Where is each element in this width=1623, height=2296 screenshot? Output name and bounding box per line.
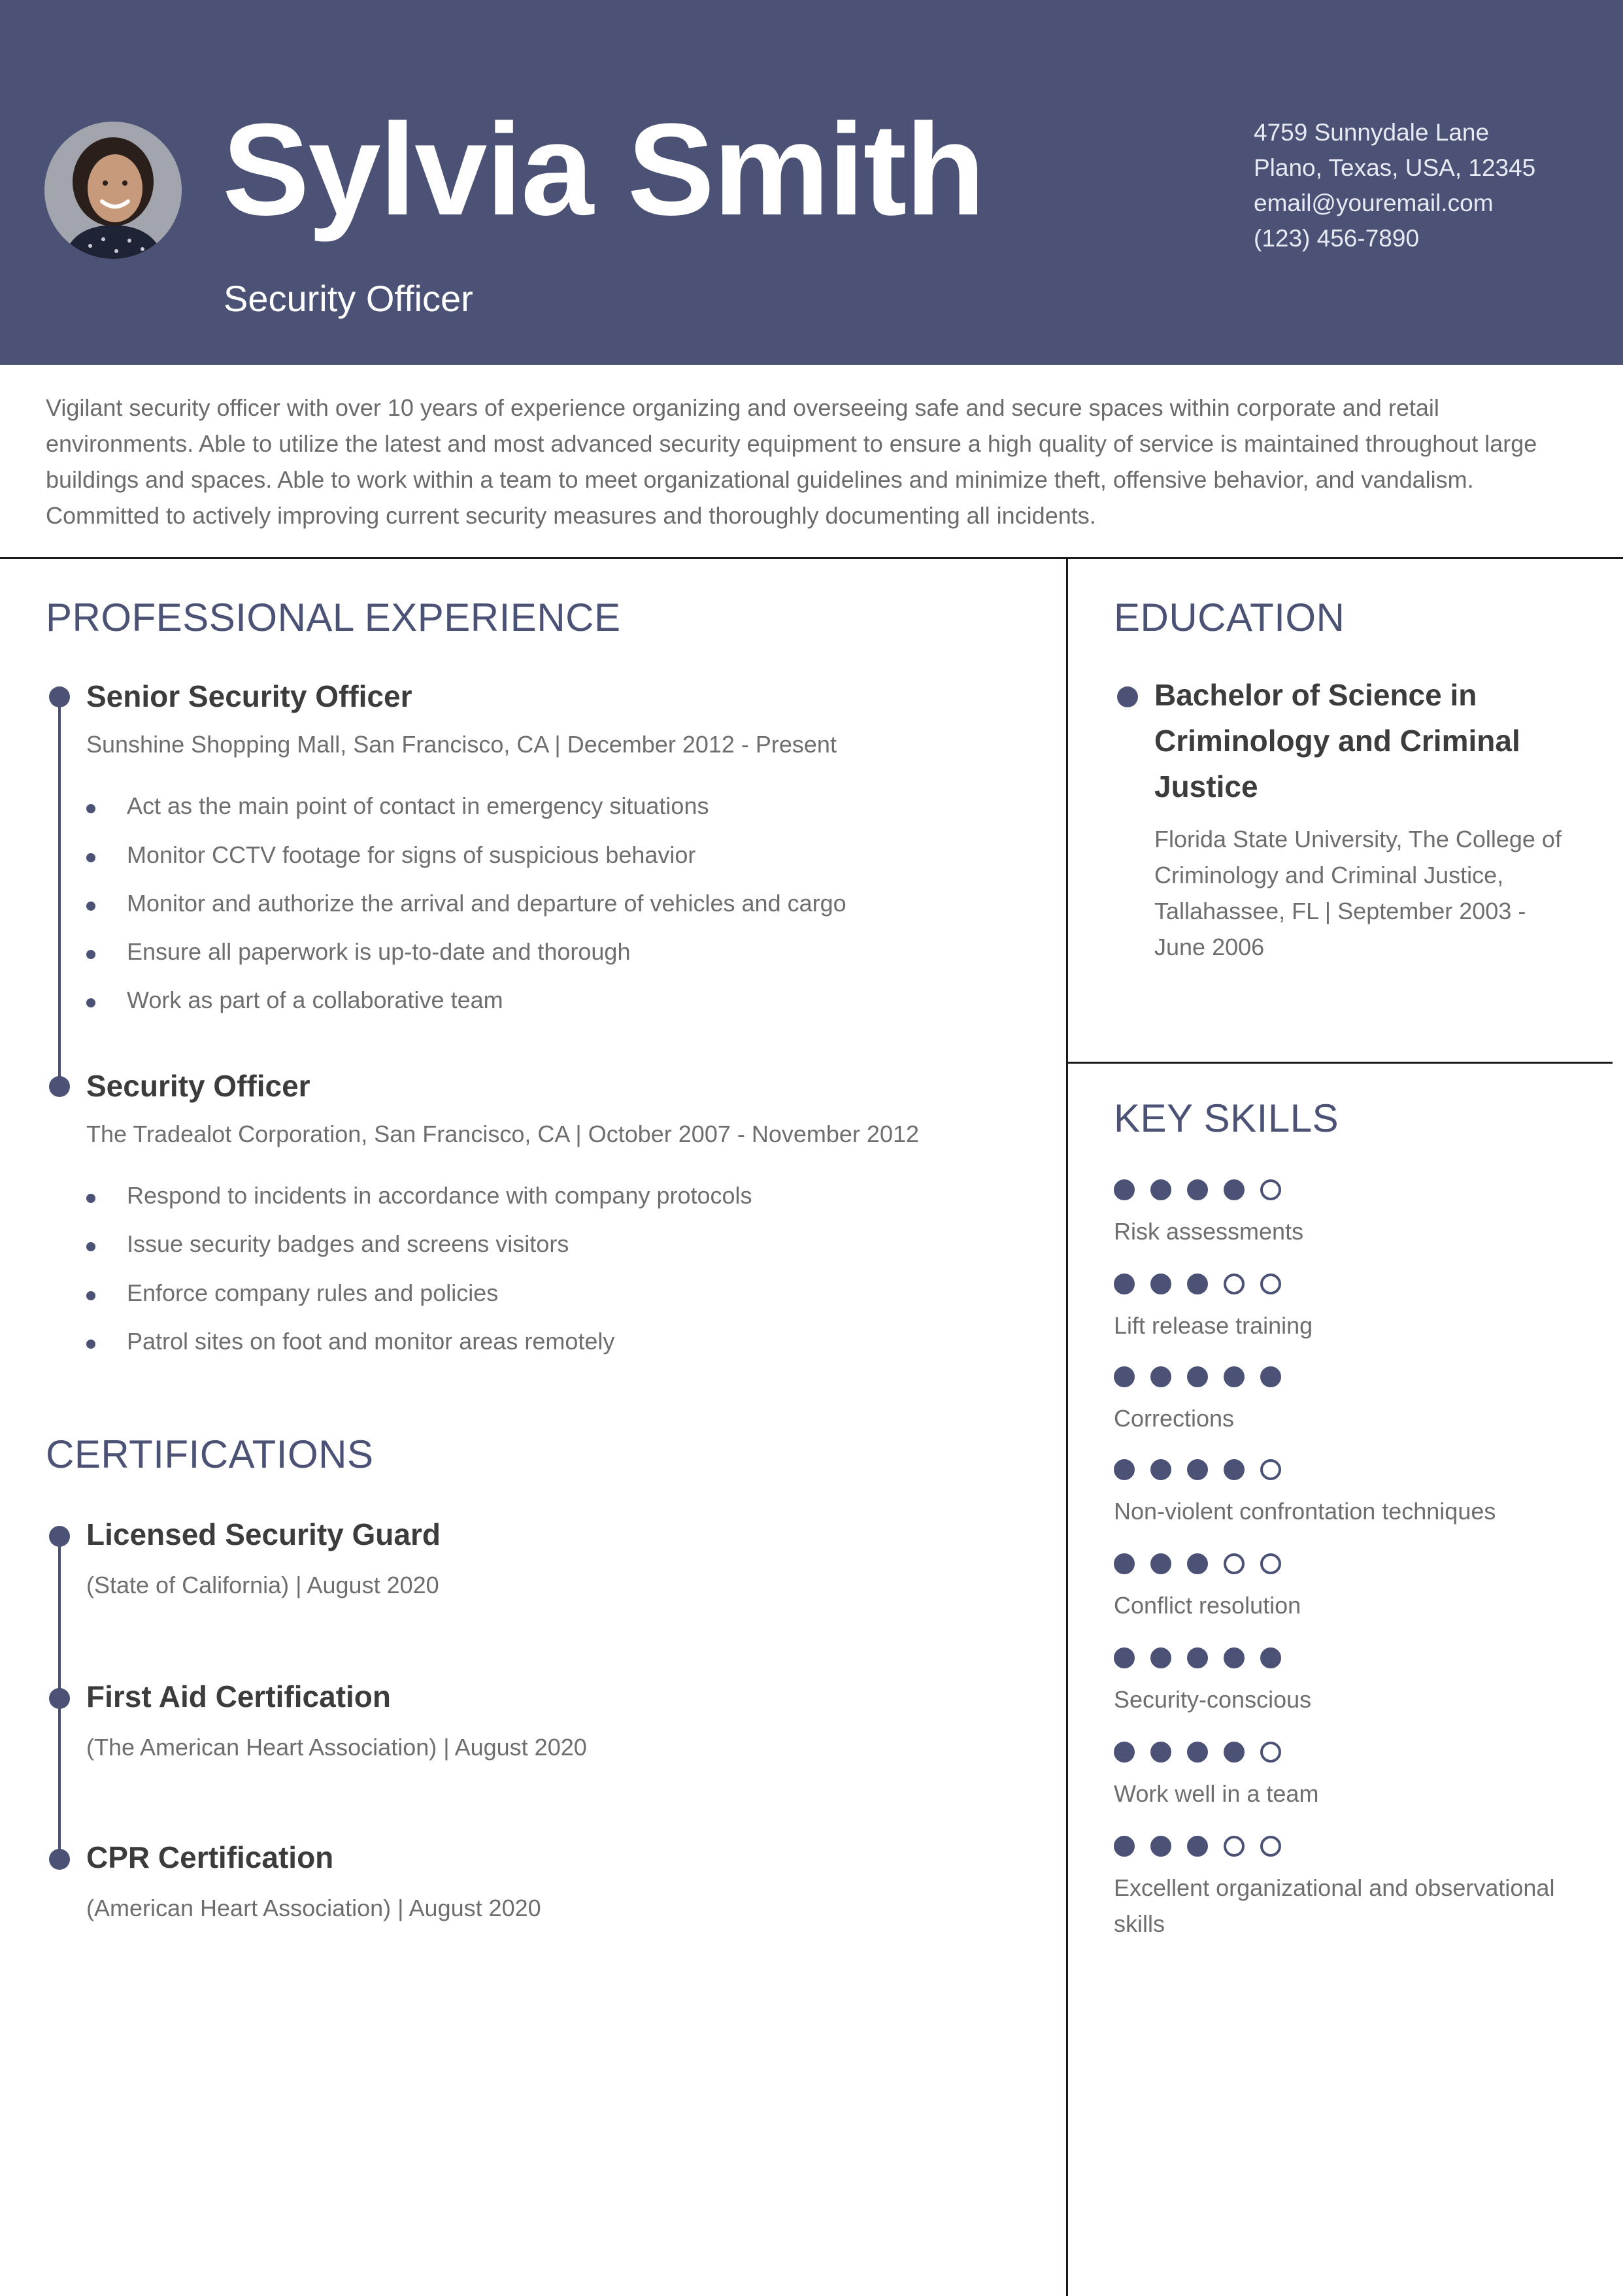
skill-rating (1114, 1553, 1584, 1574)
skill-dot-filled (1150, 1647, 1171, 1668)
bullet-dot (86, 950, 95, 959)
professional-summary: Vigilant security officer with over 10 years of experience organizing and overseeing safe and secure spaces within corporate and retail environments. Able to utilize the latest and most advanced security equipment to ensure a high quality of service is maintained throughout large buildings and spaces. Able to work within a team to meet organizational guidelines and minimize theft, offensive behavior, and vandalism. Committed to actively improving current security measures and thoroughly documenting all incidents. (46, 394, 1537, 529)
skill-dot-filled (1187, 1366, 1208, 1387)
skill-label: Excellent organizational and observational skills (1114, 1874, 1555, 1937)
experience-heading: PROFESSIONAL EXPERIENCE (46, 596, 621, 639)
skill-rating (1114, 1742, 1584, 1763)
skill-rating (1114, 1274, 1584, 1294)
skill-rating (1114, 1179, 1584, 1200)
bullet-dot (86, 1291, 95, 1300)
skill-dot-filled (1224, 1647, 1245, 1668)
education-degree: Bachelor of Science in Criminology and Criminal Justice (1154, 678, 1520, 803)
timeline-dot (49, 1849, 70, 1870)
skill-dot-empty (1224, 1553, 1245, 1574)
contact-address: 4759 Sunnydale Lane (1254, 119, 1490, 146)
experience-timeline (58, 697, 61, 1087)
avatar (44, 122, 182, 259)
skill-item (1114, 1366, 1584, 1436)
job-bullet: Patrol sites on foot and monitor areas remotely (127, 1328, 615, 1355)
bullet-dot (86, 902, 95, 911)
skill-label: Non-violent confrontation techniques (1114, 1498, 1496, 1525)
skill-dot-filled (1187, 1179, 1208, 1200)
skill-item (1114, 1179, 1584, 1249)
contact-info (1254, 115, 1535, 256)
candidate-title: Security Officer (224, 278, 473, 319)
timeline-dot (49, 686, 70, 707)
skill-dot-empty (1260, 1179, 1281, 1200)
skill-dot-empty (1260, 1274, 1281, 1294)
cert-title: Licensed Security Guard (86, 1517, 441, 1551)
skill-dot-filled (1114, 1553, 1135, 1574)
header-banner (0, 0, 1623, 365)
skill-dot-filled (1114, 1836, 1135, 1857)
bullet-dot (86, 1340, 95, 1349)
timeline-dot (49, 1526, 70, 1547)
skill-dot-filled (1114, 1274, 1135, 1294)
skill-item (1114, 1459, 1584, 1529)
job-bullet: Act as the main point of contact in emergency situations (127, 792, 709, 819)
cert-title: CPR Certification (86, 1840, 334, 1874)
skill-rating (1114, 1836, 1584, 1857)
education-divider (1066, 1062, 1613, 1064)
job-meta: The Tradealot Corporation, San Francisco, CA | October 2007 - November 2012 (86, 1121, 920, 1147)
skill-dot-filled (1114, 1647, 1135, 1668)
cert-title: First Aid Certification (86, 1680, 391, 1714)
skill-dot-filled (1114, 1179, 1135, 1200)
job-bullet: Monitor and authorize the arrival and departure of vehicles and cargo (127, 890, 846, 917)
cert-meta: (The American Heart Association) | August 2020 (86, 1734, 587, 1761)
skill-label: Work well in a team (1114, 1780, 1319, 1807)
skill-label: Security-conscious (1114, 1686, 1312, 1713)
profile-photo (44, 122, 182, 259)
skill-dot-filled (1224, 1459, 1245, 1480)
skill-dot-empty (1260, 1459, 1281, 1480)
candidate-name: Sylvia Smith (222, 97, 984, 243)
skill-item (1114, 1553, 1584, 1623)
skill-dot-filled (1224, 1366, 1245, 1387)
skill-item (1114, 1647, 1584, 1717)
skill-dot-filled (1150, 1553, 1171, 1574)
education-meta: Florida State University, The College of Criminology and Criminal Justice, Tallahassee, FL | September 2003 - June 2006 (1154, 826, 1562, 960)
contact-email: email@youremail.com (1254, 190, 1494, 216)
skill-label: Risk assessments (1114, 1218, 1304, 1245)
job-bullet: Monitor CCTV footage for signs of suspicious behavior (127, 841, 696, 868)
job-meta: Sunshine Shopping Mall, San Francisco, CA | December 2012 - Present (86, 731, 837, 758)
skill-dot-filled (1260, 1366, 1281, 1387)
skill-dot-filled (1150, 1742, 1171, 1763)
skill-dot-filled (1187, 1836, 1208, 1857)
skill-dot-filled (1150, 1459, 1171, 1480)
skill-dot-filled (1114, 1742, 1135, 1763)
skill-dot-filled (1150, 1274, 1171, 1294)
skill-label: Conflict resolution (1114, 1592, 1301, 1619)
skill-dot-filled (1187, 1553, 1208, 1574)
skill-dot-empty (1224, 1836, 1245, 1857)
skill-dot-empty (1224, 1274, 1245, 1294)
skill-dot-filled (1150, 1366, 1171, 1387)
job-title: Security Officer (86, 1069, 310, 1103)
skill-dot-filled (1114, 1459, 1135, 1480)
certifications-heading: CERTIFICATIONS (46, 1432, 374, 1476)
skill-dot-filled (1224, 1179, 1245, 1200)
bullet-dot (86, 1194, 95, 1203)
job-title: Senior Security Officer (86, 679, 412, 713)
skill-label: Corrections (1114, 1405, 1235, 1432)
bullet-dot (86, 804, 95, 813)
job-bullet: Respond to incidents in accordance with company protocols (127, 1182, 752, 1209)
skill-rating (1114, 1459, 1584, 1480)
skill-dot-filled (1150, 1836, 1171, 1857)
skill-dot-filled (1114, 1366, 1135, 1387)
timeline-dot (49, 1076, 70, 1097)
cert-meta: (State of California) | August 2020 (86, 1572, 439, 1598)
summary-divider (0, 557, 1623, 559)
skill-item (1114, 1742, 1584, 1812)
skill-rating (1114, 1647, 1584, 1668)
skill-item (1114, 1274, 1584, 1343)
skill-item (1114, 1836, 1584, 1942)
skill-rating (1114, 1366, 1584, 1387)
cert-meta: (American Heart Association) | August 2020 (86, 1895, 541, 1921)
skill-dot-filled (1224, 1742, 1245, 1763)
skill-dot-filled (1187, 1274, 1208, 1294)
job-bullet: Work as part of a collaborative team (127, 987, 503, 1013)
skill-dot-empty (1260, 1553, 1281, 1574)
education-dot (1117, 686, 1138, 707)
job-bullet: Issue security badges and screens visitors (127, 1230, 569, 1257)
contact-city: Plano, Texas, USA, 12345 (1254, 154, 1536, 181)
bullet-dot (86, 1242, 95, 1251)
bullet-dot (86, 998, 95, 1007)
skill-dot-filled (1260, 1647, 1281, 1668)
skill-label: Lift release training (1114, 1312, 1313, 1339)
skills-heading: KEY SKILLS (1114, 1096, 1339, 1140)
column-divider (1066, 557, 1068, 2296)
education-heading: EDUCATION (1114, 596, 1345, 639)
job-bullet: Ensure all paperwork is up-to-date and thorough (127, 938, 631, 965)
skill-dot-empty (1260, 1836, 1281, 1857)
bullet-dot (86, 853, 95, 862)
skill-dot-filled (1187, 1459, 1208, 1480)
skill-dot-empty (1260, 1742, 1281, 1763)
skill-dot-filled (1187, 1647, 1208, 1668)
job-bullet: Enforce company rules and policies (127, 1279, 499, 1306)
skill-dot-filled (1187, 1742, 1208, 1763)
contact-phone: (123) 456-7890 (1254, 225, 1420, 252)
skill-dot-filled (1150, 1179, 1171, 1200)
timeline-dot (49, 1688, 70, 1709)
